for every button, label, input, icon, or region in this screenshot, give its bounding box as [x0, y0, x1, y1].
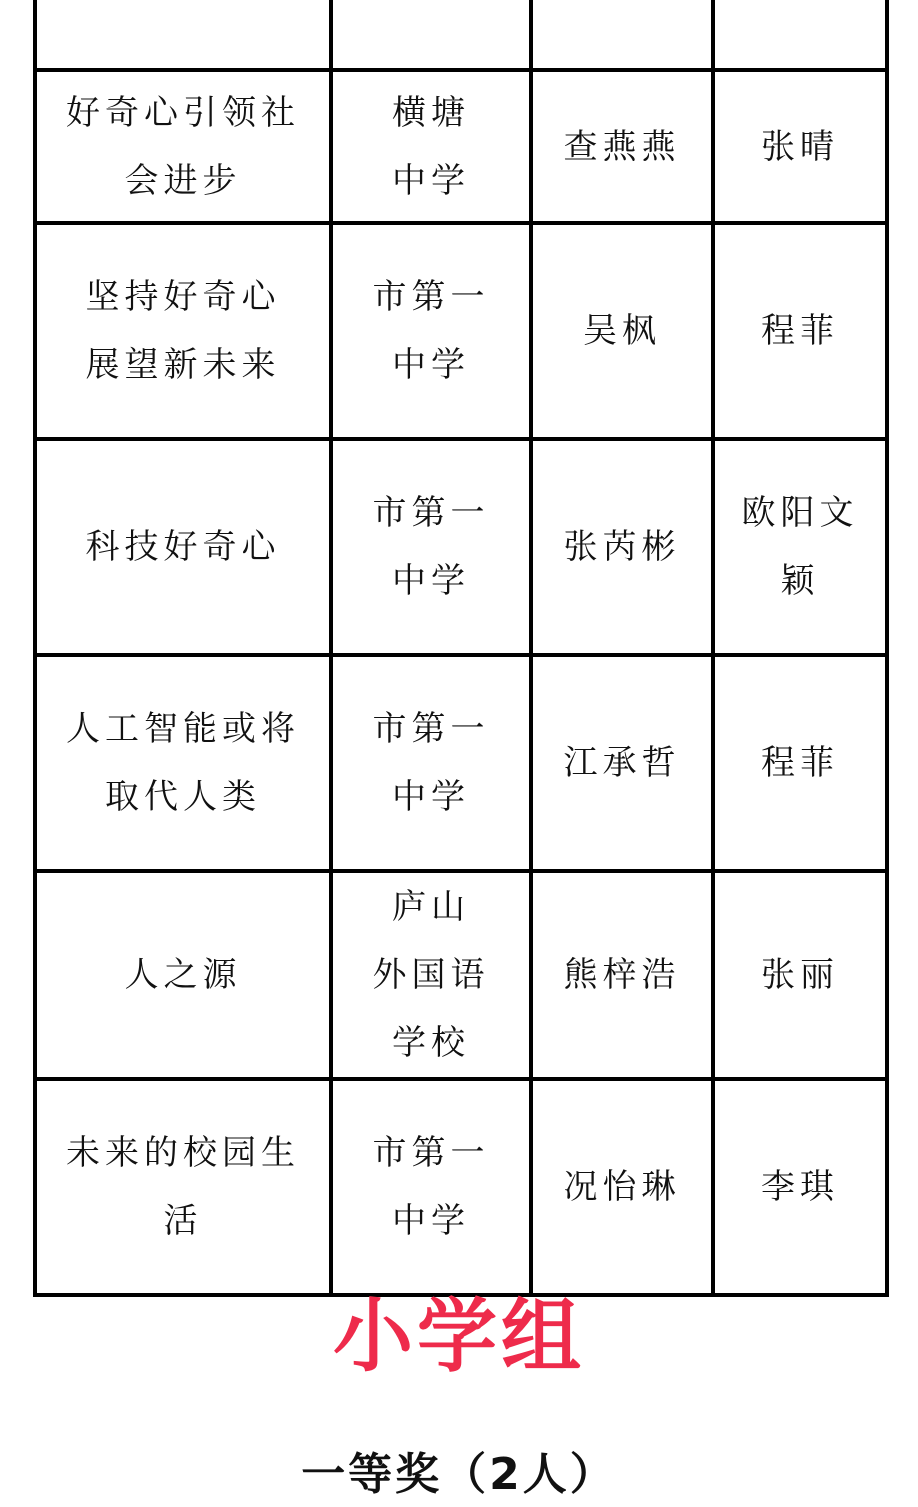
- table-row: [35, 439, 887, 655]
- cell-school: [331, 0, 531, 70]
- cell-title: 好奇心引领社会进步: [35, 70, 331, 223]
- cell-teacher: 欧阳文颖: [713, 439, 887, 655]
- cell-school: 庐山 外国语 学校: [331, 871, 531, 1079]
- cell-student: 吴枫: [531, 223, 713, 439]
- cell-teacher: 张丽: [713, 871, 887, 1079]
- section-title: 小学组: [333, 1290, 585, 1383]
- cell-school: 市第一 中学: [331, 439, 531, 655]
- table-row: [35, 223, 887, 439]
- award-table-body: [35, 0, 887, 1295]
- cell-student: 查燕燕: [531, 70, 713, 223]
- table-row: [35, 655, 887, 871]
- cell-title: [35, 0, 331, 70]
- cell-school: 市第一 中学: [331, 655, 531, 871]
- cell-teacher: 李琪: [713, 1079, 887, 1295]
- cell-student: 张芮彬: [531, 439, 713, 655]
- cell-school: 横塘 中学: [331, 70, 531, 223]
- cell-title: 未来的校园生活: [35, 1079, 331, 1295]
- cell-student: [531, 0, 713, 70]
- cell-teacher: 程菲: [713, 655, 887, 871]
- table-row: [35, 0, 887, 70]
- table-row: [35, 1079, 887, 1295]
- cell-student: 熊梓浩: [531, 871, 713, 1079]
- cell-teacher: 张晴: [713, 70, 887, 223]
- cell-teacher: [713, 0, 887, 70]
- table-row: [35, 871, 887, 1079]
- cell-teacher: 程菲: [713, 223, 887, 439]
- cell-school: 市第一 中学: [331, 1079, 531, 1295]
- cell-school: 市第一 中学: [331, 223, 531, 439]
- award-level-heading: 一等奖（2人）: [301, 1449, 617, 1500]
- table-row: [35, 70, 887, 223]
- cell-student: 况怡琳: [531, 1079, 713, 1295]
- cell-title: 人工智能或将取代人类: [35, 655, 331, 871]
- cell-title: 人之源: [35, 871, 331, 1079]
- cell-title: 坚持好奇心 展望新未来: [35, 223, 331, 439]
- cell-title: 科技好奇心: [35, 439, 331, 655]
- cell-student: 江承哲: [531, 655, 713, 871]
- award-table: [33, 0, 889, 1297]
